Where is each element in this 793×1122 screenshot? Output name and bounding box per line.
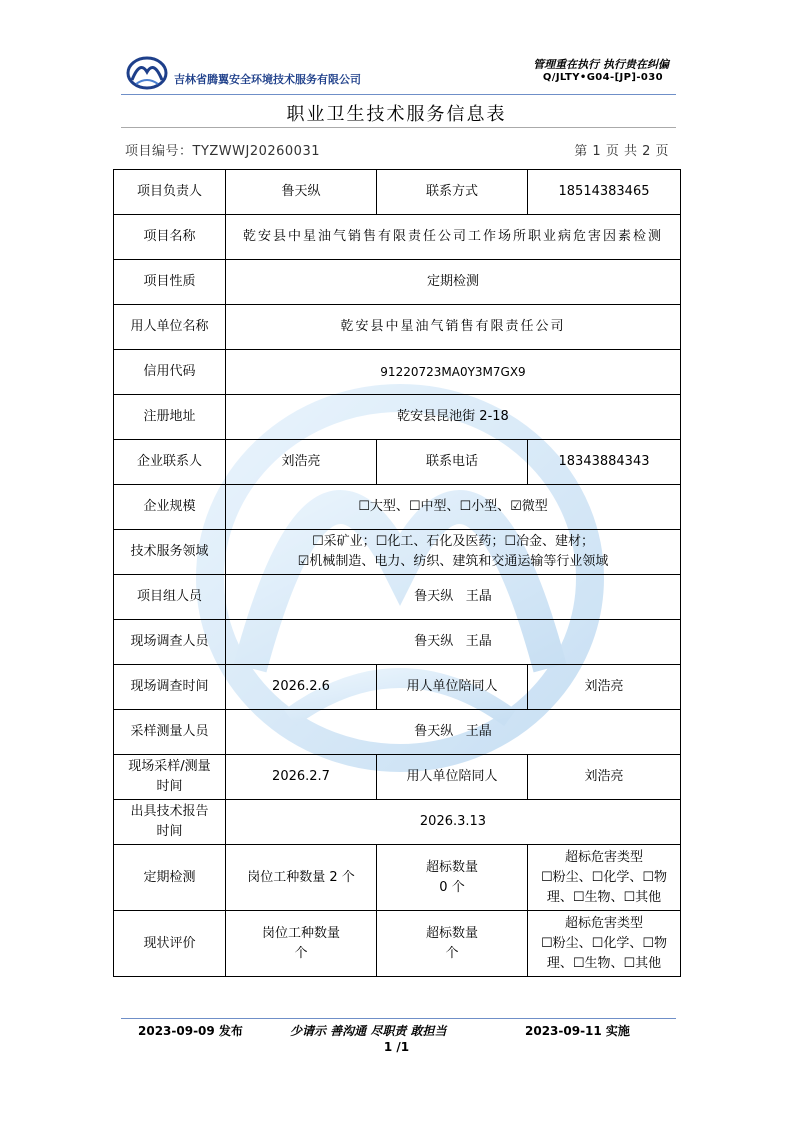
sampling-time-label	[114, 755, 226, 800]
status-hazard-line-2: 理、☐生物、☐其他	[546, 955, 662, 971]
info-table	[113, 169, 681, 977]
header-divider	[121, 94, 676, 95]
manager-label: 项目负责人	[114, 170, 226, 215]
enterprise-contact-value: 刘浩亮	[226, 440, 377, 485]
periodic-posts: 岗位工种数量 2 个	[226, 845, 377, 911]
status-exceed	[377, 911, 528, 977]
status-posts-label: 岗位工种数量	[261, 925, 340, 941]
project-name-label: 项目名称	[114, 215, 226, 260]
periodic-exceed	[377, 845, 528, 911]
manager-value: 鲁天纵	[226, 170, 377, 215]
sampling-time-label-line-1: 现场采样/测量	[128, 759, 211, 774]
footer-motto: 少请示 善沟通 尽职责 敢担当	[290, 1024, 447, 1038]
periodic-exceed-label: 超标数量	[425, 859, 478, 875]
address-value: 乾安县昆池街 2-18	[226, 395, 681, 440]
contact-value: 18514383465	[528, 170, 681, 215]
implemented-date: 2023-09-11 实施	[525, 1024, 630, 1038]
status-label: 现状评价	[114, 911, 226, 977]
survey-staff-label: 现场调查人员	[114, 620, 226, 665]
periodic-hazard	[528, 845, 681, 911]
sampling-accompany-value: 刘浩亮	[528, 755, 681, 800]
domain-line-2: ☑机械制造、电力、纺织、建筑和交通运输等行业领域	[297, 554, 609, 569]
status-posts-unit: 个	[294, 945, 308, 961]
sampling-staff-value: 鲁天纵 王晶	[226, 710, 681, 755]
periodic-exceed-value: 0 个	[439, 879, 465, 895]
scale-label: 企业规模	[114, 485, 226, 530]
table-row	[114, 755, 681, 800]
employer-label: 用人单位名称	[114, 305, 226, 350]
header-slogan: 管理重在执行 执行贵在纠偏	[533, 58, 669, 71]
status-exceed-unit: 个	[445, 945, 459, 961]
status-hazard	[528, 911, 681, 977]
survey-accompany-label: 用人单位陪同人	[377, 665, 528, 710]
team-value: 鲁天纵 王晶	[226, 575, 681, 620]
table-row	[114, 710, 681, 755]
domain-value	[226, 530, 681, 575]
contact-label: 联系方式	[377, 170, 528, 215]
table-row	[114, 620, 681, 665]
table-row	[114, 575, 681, 620]
survey-time-label: 现场调查时间	[114, 665, 226, 710]
table-row	[114, 260, 681, 305]
periodic-hazard-label: 超标危害类型	[564, 849, 643, 865]
enterprise-contact-label: 企业联系人	[114, 440, 226, 485]
table-row	[114, 665, 681, 710]
credit-code-label: 信用代码	[114, 350, 226, 395]
footer-divider	[121, 1018, 676, 1019]
table-row	[114, 911, 681, 977]
title-divider	[121, 127, 676, 128]
sampling-time-label-line-2: 时间	[156, 779, 183, 794]
document-title: 职业卫生技术服务信息表	[286, 104, 507, 125]
report-time-label-line-2: 时间	[156, 824, 183, 839]
project-number: 项目编号：TYZWWJ20260031	[125, 144, 320, 159]
table-row	[114, 170, 681, 215]
report-time-value: 2026.3.13	[226, 800, 681, 845]
enterprise-phone-label: 联系电话	[377, 440, 528, 485]
project-nature-value: 定期检测	[226, 260, 681, 305]
published-date: 2023-09-09 发布	[138, 1024, 243, 1038]
report-time-label	[114, 800, 226, 845]
credit-code-value: 91220723MA0Y3M7GX9	[226, 350, 681, 395]
periodic-hazard-line-1: ☐粉尘、☐化学、☐物	[541, 869, 667, 885]
report-time-label-line-1: 出具技术报告	[130, 804, 209, 819]
periodic-hazard-line-2: 理、☐生物、☐其他	[546, 889, 662, 905]
company-logo-icon	[126, 56, 168, 90]
table-row	[114, 845, 681, 911]
project-nature-label: 项目性质	[114, 260, 226, 305]
survey-staff-value: 鲁天纵 王晶	[226, 620, 681, 665]
table-row	[114, 305, 681, 350]
table-row	[114, 440, 681, 485]
document-code: Q/JLTY•G04-[JP]-030	[542, 72, 663, 83]
status-posts	[226, 911, 377, 977]
enterprise-phone-value: 18343884343	[528, 440, 681, 485]
company-name: 吉林省腾翼安全环境技术服务有限公司	[174, 73, 361, 86]
periodic-label: 定期检测	[114, 845, 226, 911]
page-number: 1 /1	[383, 1040, 410, 1054]
domain-label: 技术服务领域	[114, 530, 226, 575]
team-label: 项目组人员	[114, 575, 226, 620]
table-row	[114, 350, 681, 395]
table-row	[114, 395, 681, 440]
project-name-value: 乾安县中星油气销售有限责任公司工作场所职业病危害因素检测	[226, 215, 681, 260]
employer-value: 乾安县中星油气销售有限责任公司	[226, 305, 681, 350]
table-row	[114, 530, 681, 575]
scale-value: ☐大型、☐中型、☐小型、☑微型	[226, 485, 681, 530]
survey-accompany-value: 刘浩亮	[528, 665, 681, 710]
status-hazard-label: 超标危害类型	[564, 915, 643, 931]
sampling-time-value: 2026.2.7	[226, 755, 377, 800]
page-info: 第 1 页 共 2 页	[574, 144, 669, 159]
status-hazard-line-1: ☐粉尘、☐化学、☐物	[541, 935, 667, 951]
address-label: 注册地址	[114, 395, 226, 440]
sampling-accompany-label: 用人单位陪同人	[377, 755, 528, 800]
table-row	[114, 485, 681, 530]
survey-time-value: 2026.2.6	[226, 665, 377, 710]
table-row	[114, 215, 681, 260]
sampling-staff-label: 采样测量人员	[114, 710, 226, 755]
table-row	[114, 800, 681, 845]
domain-line-1: ☐采矿业；☐化工、石化及医药；☐冶金、建材；	[312, 534, 594, 549]
status-exceed-label: 超标数量	[425, 925, 478, 941]
